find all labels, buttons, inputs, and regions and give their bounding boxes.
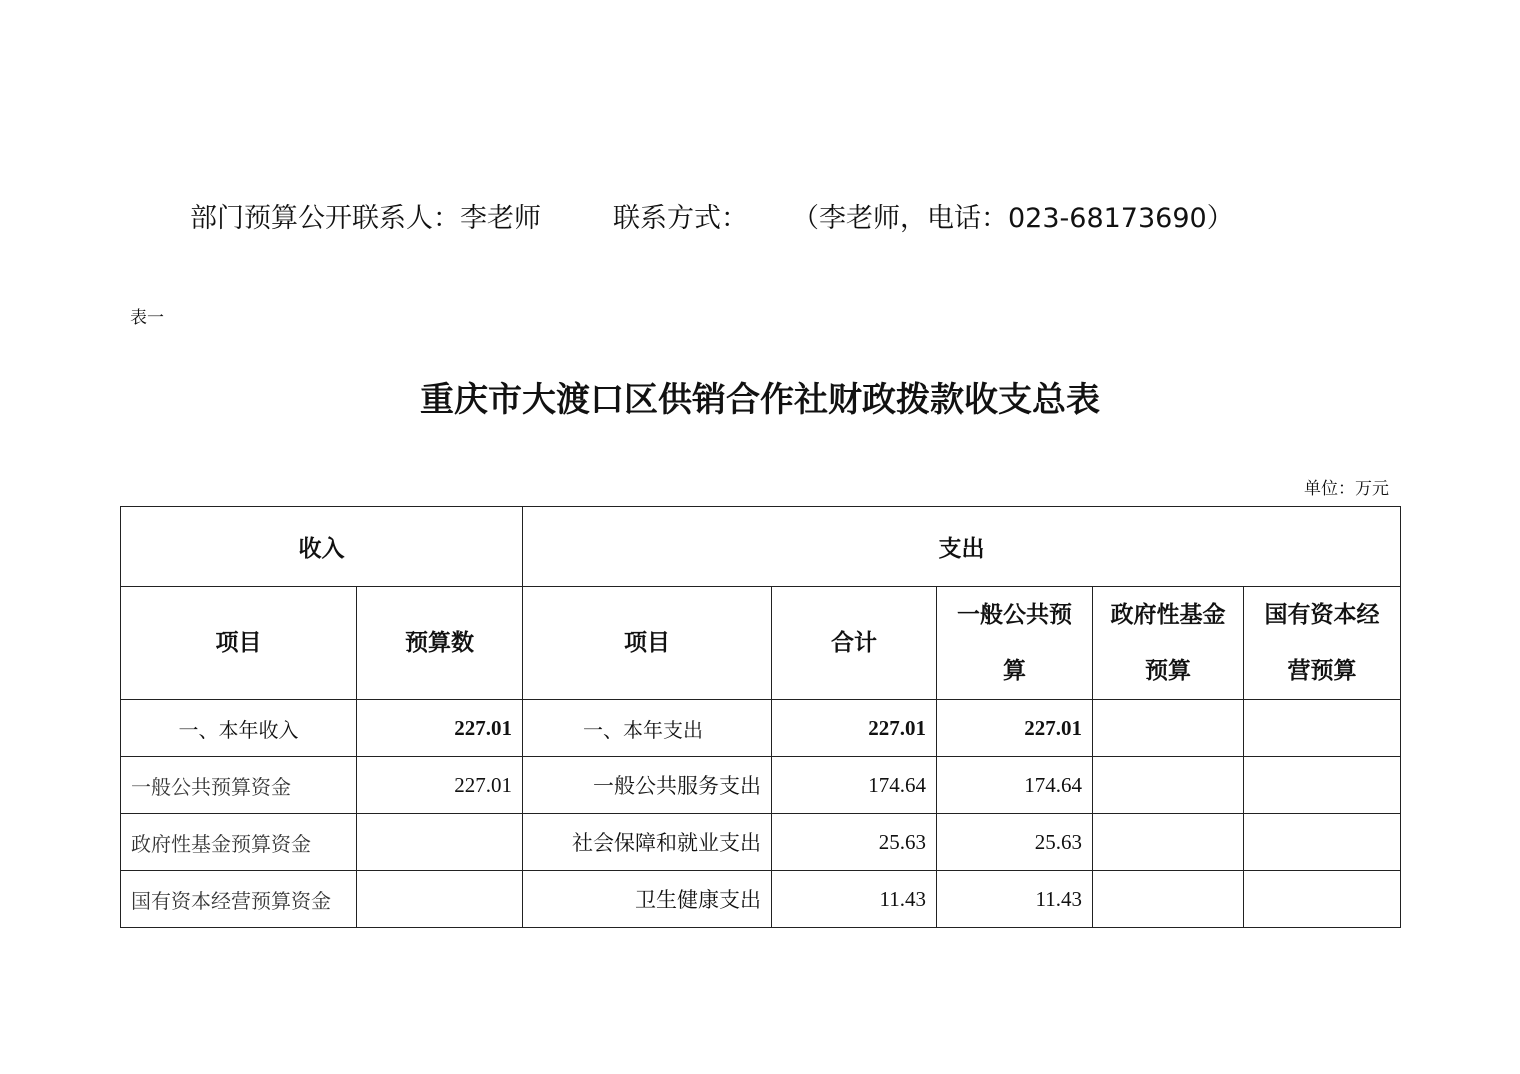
general-value: 174.64 (937, 757, 1093, 814)
contact-method-label: 联系方式： (613, 203, 748, 234)
contact-line (190, 196, 1234, 235)
general-value: 11.43 (937, 871, 1093, 928)
expense-item: 社会保障和就业支出 (523, 814, 772, 871)
income-header: 收入 (121, 507, 523, 587)
income-budget: 227.01 (357, 757, 523, 814)
total-header: 合计 (772, 587, 937, 700)
contact-person: 部门预算公开联系人：李老师 (190, 203, 541, 234)
income-item: 政府性基金预算资金 (121, 814, 357, 871)
state-capital-value (1244, 871, 1401, 928)
gov-fund-value (1093, 700, 1244, 757)
total-value: 174.64 (772, 757, 937, 814)
expense-item-header: 项目 (523, 587, 772, 700)
state-capital-value (1244, 700, 1401, 757)
table-row (121, 757, 1401, 814)
state-capital-value (1244, 757, 1401, 814)
income-budget-header: 预算数 (357, 587, 523, 700)
income-budget (357, 814, 523, 871)
unit-label: 单位：万元 (1304, 479, 1389, 499)
budget-table (120, 506, 1401, 928)
income-budget: 227.01 (357, 700, 523, 757)
state-capital-value (1244, 814, 1401, 871)
total-value: 227.01 (772, 700, 937, 757)
page-title: 重庆市大渡口区供销合作社财政拨款收支总表 (420, 380, 1100, 420)
expense-header: 支出 (523, 507, 1401, 587)
gov-fund-header: 政府性基金预算 (1093, 587, 1244, 700)
general-value: 25.63 (937, 814, 1093, 871)
expense-item: 一、本年支出 (523, 700, 772, 757)
state-capital-header: 国有资本经营预算 (1244, 587, 1401, 700)
general-budget-header: 一般公共预算 (937, 587, 1093, 700)
income-budget (357, 871, 523, 928)
table-row (121, 814, 1401, 871)
header-row-2 (121, 587, 1401, 700)
gov-fund-value (1093, 871, 1244, 928)
general-value: 227.01 (937, 700, 1093, 757)
total-value: 11.43 (772, 871, 937, 928)
total-value: 25.63 (772, 814, 937, 871)
gov-fund-value (1093, 757, 1244, 814)
income-item: 一、本年收入 (121, 700, 357, 757)
income-item: 一般公共预算资金 (121, 757, 357, 814)
contact-method-value: （李老师，电话：023-68173690） (792, 203, 1234, 234)
income-item: 国有资本经营预算资金 (121, 871, 357, 928)
table-row (121, 871, 1401, 928)
table-number: 表一 (130, 308, 164, 328)
expense-item: 卫生健康支出 (523, 871, 772, 928)
table-row (121, 700, 1401, 757)
income-item-header: 项目 (121, 587, 357, 700)
expense-item: 一般公共服务支出 (523, 757, 772, 814)
header-row-1 (121, 507, 1401, 587)
gov-fund-value (1093, 814, 1244, 871)
